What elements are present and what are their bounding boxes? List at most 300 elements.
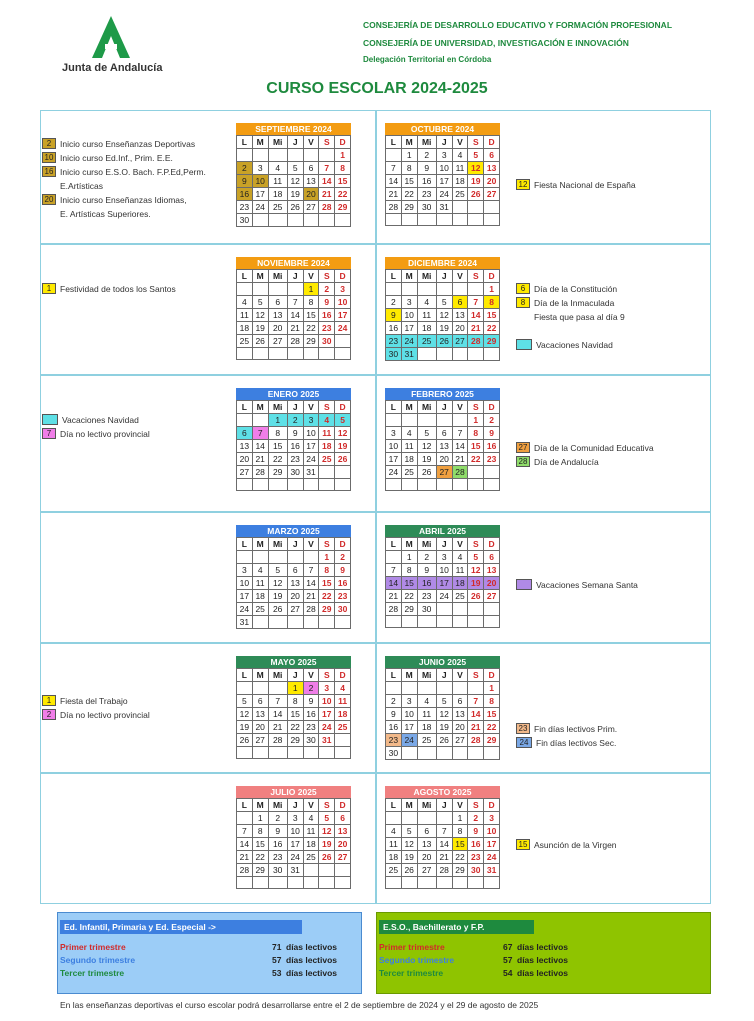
empty-cell xyxy=(287,479,303,491)
weekday-header: D xyxy=(335,270,351,283)
trimester-days: 67 xyxy=(503,942,513,952)
empty-cell xyxy=(386,551,402,564)
weekday-header: Mi xyxy=(417,799,436,812)
day-cell: 13 xyxy=(287,577,303,590)
day-cell: 4 xyxy=(452,149,468,162)
day-cell: 22 xyxy=(335,188,351,201)
month-calendar xyxy=(236,269,351,360)
day-cell: 17 xyxy=(484,838,500,851)
day-cell: 11 xyxy=(452,564,468,577)
day-cell: 18 xyxy=(252,590,268,603)
day-cell: 29 xyxy=(319,603,335,616)
day-cell: 15 xyxy=(484,708,500,721)
day-cell: 28 xyxy=(319,201,335,214)
day-cell: 27 xyxy=(484,590,500,603)
empty-cell xyxy=(484,201,500,214)
day-cell: 25 xyxy=(452,188,468,201)
day-cell: 12 xyxy=(287,175,303,188)
day-cell: 16 xyxy=(468,838,484,851)
empty-cell xyxy=(401,414,417,427)
day-cell: 23 xyxy=(237,201,253,214)
day-cell: 22 xyxy=(303,322,319,335)
day-cell: 4 xyxy=(417,296,436,309)
empty-cell xyxy=(484,466,500,479)
day-cell: 5 xyxy=(436,296,452,309)
day-cell: 12 xyxy=(468,564,484,577)
day-cell: 10 xyxy=(386,440,402,453)
empty-cell xyxy=(237,747,253,759)
empty-cell xyxy=(252,214,268,227)
empty-cell xyxy=(484,348,500,361)
empty-cell xyxy=(386,682,402,695)
day-cell: 6 xyxy=(484,551,500,564)
day-cell: 26 xyxy=(319,851,335,864)
day-cell: 14 xyxy=(468,309,484,322)
empty-cell xyxy=(252,348,268,360)
day-cell: 28 xyxy=(303,603,319,616)
day-cell: 10 xyxy=(335,296,351,309)
empty-cell xyxy=(237,283,253,296)
day-cell: 22 xyxy=(401,590,417,603)
empty-cell xyxy=(468,466,484,479)
legend-swatch: 2 xyxy=(42,709,56,720)
legend-label: Fiesta del Trabajo xyxy=(60,696,128,706)
day-cell: 12 xyxy=(436,309,452,322)
day-cell: 28 xyxy=(386,603,402,616)
day-cell: 26 xyxy=(468,590,484,603)
empty-cell xyxy=(237,812,253,825)
weekday-header: J xyxy=(436,538,452,551)
day-cell: 13 xyxy=(436,440,452,453)
day-cell: 25 xyxy=(252,603,268,616)
day-cell: 8 xyxy=(252,825,268,838)
weekday-header: L xyxy=(237,270,253,283)
empty-cell xyxy=(436,616,452,628)
empty-cell xyxy=(468,283,484,296)
empty-cell xyxy=(436,479,452,491)
empty-cell xyxy=(252,616,268,629)
day-cell: 11 xyxy=(303,825,319,838)
day-cell: 20 xyxy=(335,838,351,851)
empty-cell xyxy=(335,348,351,360)
legend-swatch: 15 xyxy=(516,839,530,850)
weekday-header: V xyxy=(303,538,319,551)
month-title: SEPTIEMBRE 2024 xyxy=(236,123,351,135)
empty-cell xyxy=(237,682,253,695)
legend-swatch: 2 xyxy=(42,138,56,149)
empty-cell xyxy=(452,214,468,226)
month-title: ENERO 2025 xyxy=(236,388,351,400)
day-cell: 2 xyxy=(268,812,287,825)
header-line-3: Delegación Territorial en Córdoba xyxy=(363,55,492,64)
day-cell: 23 xyxy=(319,322,335,335)
empty-cell xyxy=(452,348,468,361)
day-cell: 16 xyxy=(417,175,436,188)
day-cell: 28 xyxy=(287,335,303,348)
weekday-header: V xyxy=(303,270,319,283)
weekday-header: J xyxy=(436,401,452,414)
day-cell: 13 xyxy=(452,708,468,721)
empty-cell xyxy=(417,214,436,226)
legend-label: Día no lectivo provincial xyxy=(60,710,150,720)
legend-swatch: 8 xyxy=(516,297,530,308)
weekday-header: L xyxy=(237,538,253,551)
day-cell: 7 xyxy=(386,162,402,175)
empty-cell xyxy=(335,734,351,747)
month-title: FEBRERO 2025 xyxy=(385,388,500,400)
month-title: MARZO 2025 xyxy=(236,525,351,537)
day-cell: 1 xyxy=(468,414,484,427)
day-cell: 13 xyxy=(484,564,500,577)
month-calendar xyxy=(236,798,351,889)
day-cell: 12 xyxy=(252,309,268,322)
day-cell: 8 xyxy=(268,427,287,440)
weekday-header: Mi xyxy=(268,538,287,551)
empty-cell xyxy=(417,812,436,825)
day-cell: 6 xyxy=(303,162,319,175)
day-cell: 25 xyxy=(401,466,417,479)
empty-cell xyxy=(287,551,303,564)
weekday-header: S xyxy=(319,538,335,551)
empty-cell xyxy=(252,877,268,889)
empty-cell xyxy=(252,747,268,759)
trimester-unit: días lectivos xyxy=(286,955,338,965)
day-cell: 6 xyxy=(452,296,468,309)
day-cell: 19 xyxy=(417,453,436,466)
empty-cell xyxy=(252,479,268,491)
footer-note: En las enseñanzas deportivas el curso escolar podrá desarrollarse entre el 2 de septiembre de 2024 y el 29 de agosto de 2025 xyxy=(60,1000,539,1010)
day-cell: 11 xyxy=(237,309,253,322)
day-cell: 27 xyxy=(417,864,436,877)
legend-swatch: 1 xyxy=(42,695,56,706)
legend-item xyxy=(42,180,103,192)
weekday-header: M xyxy=(252,538,268,551)
day-cell: 1 xyxy=(252,812,268,825)
empty-cell xyxy=(268,616,287,629)
day-cell: 29 xyxy=(401,603,417,616)
day-cell: 15 xyxy=(303,309,319,322)
day-cell: 24 xyxy=(436,590,452,603)
day-cell: 20 xyxy=(436,453,452,466)
day-cell: 5 xyxy=(417,427,436,440)
day-cell: 31 xyxy=(287,864,303,877)
day-cell: 30 xyxy=(468,864,484,877)
trimester-unit: días lectivos xyxy=(286,968,338,978)
day-cell: 2 xyxy=(468,812,484,825)
day-cell: 19 xyxy=(401,851,417,864)
weekday-header: D xyxy=(335,136,351,149)
month-title: NOVIEMBRE 2024 xyxy=(236,257,351,269)
day-cell: 22 xyxy=(268,453,287,466)
day-cell: 16 xyxy=(417,577,436,590)
empty-cell xyxy=(417,682,436,695)
weekday-header: S xyxy=(468,538,484,551)
empty-cell xyxy=(237,877,253,889)
day-cell: 31 xyxy=(401,348,417,361)
empty-cell xyxy=(436,747,452,760)
month-calendar xyxy=(385,400,500,491)
day-cell: 11 xyxy=(335,695,351,708)
day-cell: 19 xyxy=(436,721,452,734)
empty-cell xyxy=(319,616,335,629)
month-calendar xyxy=(385,135,500,226)
day-cell: 2 xyxy=(287,414,303,427)
weekday-header: L xyxy=(237,799,253,812)
day-cell: 21 xyxy=(287,322,303,335)
day-cell: 24 xyxy=(436,188,452,201)
day-cell: 9 xyxy=(484,427,500,440)
day-cell: 6 xyxy=(287,564,303,577)
day-cell: 20 xyxy=(252,721,268,734)
day-cell: 7 xyxy=(268,695,287,708)
empty-cell xyxy=(268,348,287,360)
day-cell: 25 xyxy=(303,851,319,864)
day-cell: 26 xyxy=(335,453,351,466)
day-cell: 17 xyxy=(237,590,253,603)
empty-cell xyxy=(287,747,303,759)
day-cell: 8 xyxy=(468,427,484,440)
legend-label: Fin días lectivos Prim. xyxy=(534,724,618,734)
day-cell: 3 xyxy=(237,564,253,577)
weekday-header: M xyxy=(252,270,268,283)
day-cell: 26 xyxy=(436,335,452,348)
day-cell: 1 xyxy=(268,414,287,427)
weekday-header: J xyxy=(287,799,303,812)
weekday-header: D xyxy=(484,799,500,812)
month-title: ABRIL 2025 xyxy=(385,525,500,537)
empty-cell xyxy=(319,348,335,360)
day-cell: 10 xyxy=(436,162,452,175)
header-line-2: CONSEJERÍA DE UNIVERSIDAD, INVESTIGACIÓN E INNOVACIÓN xyxy=(363,38,629,48)
day-cell: 12 xyxy=(417,440,436,453)
month-calendar xyxy=(236,135,351,227)
day-cell: 17 xyxy=(386,453,402,466)
day-cell: 9 xyxy=(319,296,335,309)
empty-cell xyxy=(417,616,436,628)
legend-item xyxy=(516,723,617,735)
weekday-header: M xyxy=(401,136,417,149)
trimester-unit: días lectivos xyxy=(286,942,338,952)
day-cell: 1 xyxy=(401,551,417,564)
empty-cell xyxy=(287,348,303,360)
weekday-header: J xyxy=(436,799,452,812)
day-cell: 28 xyxy=(452,466,468,479)
day-cell: 11 xyxy=(319,427,335,440)
weekday-header: J xyxy=(436,270,452,283)
legend-swatch xyxy=(516,579,532,590)
day-cell: 28 xyxy=(252,466,268,479)
day-cell: 21 xyxy=(436,851,452,864)
day-cell: 1 xyxy=(303,283,319,296)
day-cell: 24 xyxy=(335,322,351,335)
day-cell: 20 xyxy=(484,175,500,188)
day-cell: 19 xyxy=(335,440,351,453)
legend-label: Vacaciones Semana Santa xyxy=(536,580,638,590)
day-cell: 28 xyxy=(268,734,287,747)
day-cell: 3 xyxy=(335,283,351,296)
day-cell: 11 xyxy=(252,577,268,590)
legend-label: Inicio curso Enseñanzas Idiomas, xyxy=(60,195,187,205)
day-cell: 15 xyxy=(287,708,303,721)
day-cell: 17 xyxy=(401,322,417,335)
day-cell: 16 xyxy=(386,322,402,335)
empty-cell xyxy=(436,283,452,296)
day-cell: 19 xyxy=(237,721,253,734)
day-cell: 21 xyxy=(268,721,287,734)
day-cell: 18 xyxy=(401,453,417,466)
empty-cell xyxy=(417,414,436,427)
day-cell: 15 xyxy=(452,838,468,851)
day-cell: 1 xyxy=(484,283,500,296)
day-cell: 17 xyxy=(401,721,417,734)
day-cell: 30 xyxy=(386,747,402,760)
day-cell: 26 xyxy=(252,335,268,348)
empty-cell xyxy=(468,877,484,889)
weekday-header: D xyxy=(484,270,500,283)
day-cell: 14 xyxy=(252,440,268,453)
day-cell: 7 xyxy=(303,564,319,577)
empty-cell xyxy=(335,466,351,479)
day-cell: 4 xyxy=(401,427,417,440)
day-cell: 18 xyxy=(452,577,468,590)
empty-cell xyxy=(287,616,303,629)
weekday-header: M xyxy=(252,401,268,414)
empty-cell xyxy=(237,414,253,427)
day-cell: 16 xyxy=(287,440,303,453)
day-cell: 26 xyxy=(268,603,287,616)
day-cell: 18 xyxy=(386,851,402,864)
day-cell: 18 xyxy=(268,188,287,201)
day-cell: 21 xyxy=(386,188,402,201)
day-cell: 27 xyxy=(252,734,268,747)
day-cell: 18 xyxy=(417,322,436,335)
day-cell: 6 xyxy=(452,695,468,708)
empty-cell xyxy=(252,682,268,695)
weekday-header: V xyxy=(303,136,319,149)
empty-cell xyxy=(252,551,268,564)
empty-cell xyxy=(417,747,436,760)
empty-cell xyxy=(417,348,436,361)
day-cell: 29 xyxy=(268,466,287,479)
day-cell: 7 xyxy=(237,825,253,838)
day-cell: 24 xyxy=(287,851,303,864)
day-cell: 13 xyxy=(252,708,268,721)
day-cell: 17 xyxy=(252,188,268,201)
day-cell: 3 xyxy=(401,695,417,708)
weekday-header: M xyxy=(401,669,417,682)
day-cell: 28 xyxy=(468,734,484,747)
empty-cell xyxy=(436,414,452,427)
trimester-days: 53 xyxy=(272,968,282,978)
summary-heading: E.S.O., Bachillerato y F.P. xyxy=(379,920,534,934)
weekday-header: Mi xyxy=(417,270,436,283)
day-cell: 23 xyxy=(303,721,319,734)
legend-item xyxy=(42,695,128,707)
trimester-unit: días lectivos xyxy=(517,968,569,978)
day-cell: 1 xyxy=(452,812,468,825)
legend-item xyxy=(516,442,654,454)
day-cell: 5 xyxy=(401,825,417,838)
day-cell: 22 xyxy=(484,322,500,335)
day-cell: 15 xyxy=(484,309,500,322)
month-calendar xyxy=(236,668,351,759)
weekday-header: S xyxy=(468,669,484,682)
day-cell: 13 xyxy=(417,838,436,851)
day-cell: 16 xyxy=(386,721,402,734)
empty-cell xyxy=(303,877,319,889)
empty-cell xyxy=(417,479,436,491)
empty-cell xyxy=(386,149,402,162)
day-cell: 27 xyxy=(484,188,500,201)
empty-cell xyxy=(303,214,319,227)
trimester-label: Primer trimestre xyxy=(60,942,126,952)
legend-label: Festividad de todos los Santos xyxy=(60,284,176,294)
day-cell: 23 xyxy=(386,335,402,348)
day-cell: 14 xyxy=(303,577,319,590)
trimester-unit: días lectivos xyxy=(517,942,569,952)
day-cell: 19 xyxy=(436,322,452,335)
month-calendar xyxy=(385,269,500,361)
day-cell: 8 xyxy=(319,564,335,577)
day-cell: 14 xyxy=(436,838,452,851)
day-cell: 20 xyxy=(287,590,303,603)
day-cell: 23 xyxy=(417,590,436,603)
day-cell: 12 xyxy=(401,838,417,851)
day-cell: 25 xyxy=(237,335,253,348)
day-cell: 22 xyxy=(401,188,417,201)
day-cell: 9 xyxy=(335,564,351,577)
month-title: DICIEMBRE 2024 xyxy=(385,257,500,269)
empty-cell xyxy=(287,283,303,296)
empty-cell xyxy=(417,283,436,296)
day-cell: 9 xyxy=(303,695,319,708)
empty-cell xyxy=(303,864,319,877)
weekday-header: V xyxy=(452,538,468,551)
day-cell: 19 xyxy=(252,322,268,335)
day-cell: 23 xyxy=(484,453,500,466)
day-cell: 7 xyxy=(468,695,484,708)
empty-cell xyxy=(303,747,319,759)
day-cell: 30 xyxy=(237,214,253,227)
day-cell: 10 xyxy=(287,825,303,838)
day-cell: 7 xyxy=(319,162,335,175)
day-cell: 6 xyxy=(268,296,287,309)
day-cell: 3 xyxy=(287,812,303,825)
day-cell: 10 xyxy=(303,427,319,440)
legend-swatch: 6 xyxy=(516,283,530,294)
day-cell: 4 xyxy=(335,682,351,695)
empty-cell xyxy=(319,214,335,227)
empty-cell xyxy=(468,603,484,616)
weekday-header: V xyxy=(452,136,468,149)
legend-label: E.Artísticas xyxy=(60,181,103,191)
empty-cell xyxy=(237,149,253,162)
empty-cell xyxy=(484,603,500,616)
legend-swatch: 7 xyxy=(42,428,56,439)
month-title: OCTUBRE 2024 xyxy=(385,123,500,135)
day-cell: 9 xyxy=(268,825,287,838)
day-cell: 6 xyxy=(335,812,351,825)
legend-item xyxy=(42,428,150,440)
weekday-header: J xyxy=(287,136,303,149)
day-cell: 1 xyxy=(401,149,417,162)
empty-cell xyxy=(484,616,500,628)
empty-cell xyxy=(401,877,417,889)
day-cell: 11 xyxy=(268,175,287,188)
weekday-header: Mi xyxy=(268,270,287,283)
day-cell: 26 xyxy=(287,201,303,214)
empty-cell xyxy=(386,479,402,491)
